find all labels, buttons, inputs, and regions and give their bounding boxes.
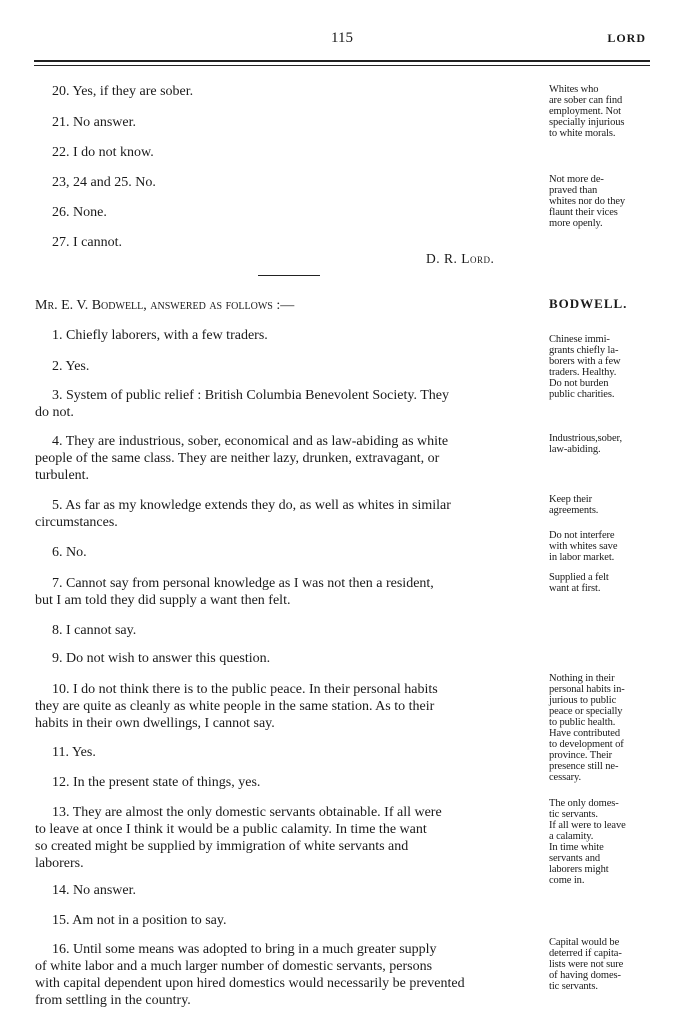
answer-line: 20. Yes, if they are sober.: [52, 84, 194, 99]
side-note: Capital would be deterred if capita- lists were not sure of having domes- tic servants.: [549, 937, 624, 992]
answer-line: 21. No answer.: [52, 115, 136, 130]
page-header: [0, 30, 684, 50]
answer-line: 2. Yes.: [52, 359, 90, 374]
answer-line: 6. No.: [52, 545, 87, 560]
answer-paragraph: 3. System of public relief : British Columbia Benevolent Society. They do not.: [35, 388, 449, 420]
side-note: Chinese immi- grants chiefly la- borers with a few traders. Healthy. Do not burden public charities.: [549, 334, 621, 400]
section-divider: [258, 275, 320, 276]
answer-line: 26. None.: [52, 205, 107, 220]
answer-line: 22. I do not know.: [52, 145, 154, 160]
side-note: The only domes- tic servants. If all were to leave a calamity. In time white servants and laborers might come in.: [549, 798, 626, 886]
side-note: Industrious,sober, law-abiding.: [549, 433, 623, 455]
answer-line: 23, 24 and 25. No.: [52, 175, 156, 190]
answer-line: 12. In the present state of things, yes.: [52, 775, 261, 790]
answer-line: 15. Am not in a position to say.: [52, 913, 227, 928]
signature-lord: D. R. Lord.: [426, 251, 495, 266]
answer-line: 1. Chiefly laborers, with a few traders.: [52, 328, 268, 343]
answer-line: 27. I cannot.: [52, 235, 122, 250]
side-note: Supplied a felt want at first.: [549, 572, 609, 594]
running-head: LORD: [607, 31, 646, 45]
answer-paragraph: 7. Cannot say from personal knowledge as I was not then a resident, but I am told they did supply a want then felt.: [35, 576, 434, 608]
side-note: Not more de- praved than whites nor do they flaunt their vices more openly.: [549, 174, 626, 229]
answer-line: 9. Do not wish to answer this question.: [52, 651, 271, 666]
header-rule: [34, 60, 650, 62]
header-rule-thin: [34, 65, 650, 66]
side-note: Nothing in their personal habits in- jurious to public peace or specially to public health. Have contributed to development of province. Their presence still ne- cessary.: [549, 673, 625, 783]
side-note: Whites who are sober can find employment. Not specially injurious to white morals.: [549, 84, 625, 139]
page-number: 115: [331, 30, 353, 46]
answer-paragraph: 4. They are industrious, sober, economical and as law-abiding as white people of the same class. They are neither lazy, drunken, extravagant, or turbulent.: [35, 434, 449, 483]
bodwell-side-head: BODWELL.: [549, 296, 628, 311]
answer-line: 11. Yes.: [52, 745, 96, 760]
answer-paragraph: 10. I do not think there is to the public peace. In their personal habits they are quite as cleanly as white people in the same station. As to their habits in their own dwellings, I cannot say.: [35, 682, 438, 731]
side-note: Keep their agreements.: [549, 494, 599, 516]
answer-paragraph: 16. Until some means was adopted to bring in a much greater supply of white labor and a much larger number of domestic servants, persons with capital dependent upon hired domestics would necessarily be prevented from settling in the country.: [35, 942, 465, 1008]
answer-paragraph: 5. As far as my knowledge extends they do, as well as whites in similar circumstances.: [35, 498, 451, 530]
side-note: Do not interfere with whites save in labor market.: [549, 530, 618, 563]
answer-paragraph: 13. They are almost the only domestic servants obtainable. If all were to leave at once I think it would be a public calamity. In time the want so created might be supplied by immigration of white servants and laborers.: [35, 805, 442, 871]
bodwell-intro: Mr. E. V. Bodwell, answered as follows :—: [35, 298, 295, 313]
answer-line: 8. I cannot say.: [52, 623, 137, 638]
answer-line: 14. No answer.: [52, 883, 136, 898]
